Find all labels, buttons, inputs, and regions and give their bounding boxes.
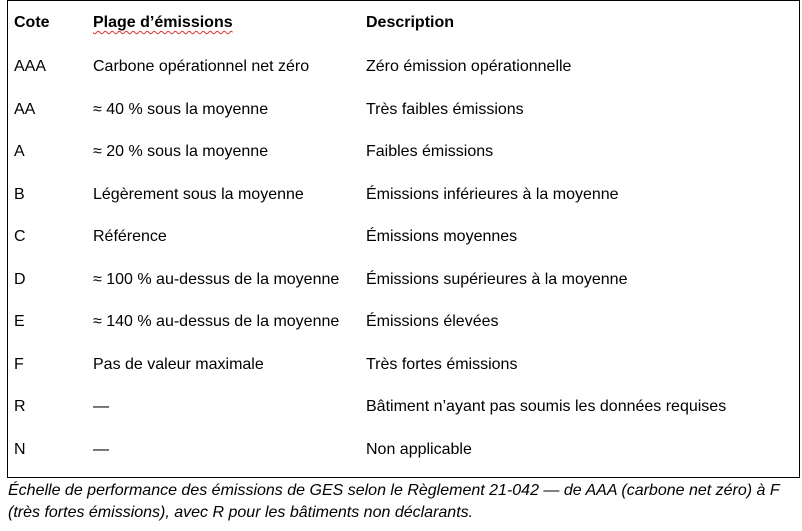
description-cell: Bâtiment n’ayant pas soumis les données requises bbox=[366, 398, 727, 416]
rating-cell: B bbox=[14, 185, 25, 203]
rating-cell: AAA bbox=[14, 58, 47, 76]
header-range-label: Plage d’émissions bbox=[93, 14, 233, 31]
table-row bbox=[14, 344, 786, 387]
table-caption: Échelle de performance des émissions de GES selon le Règlement 21-042 — de AAA (carbone net zéro) à F (très fortes émissions), avec R pour les bâtiments non déclarants. bbox=[8, 482, 780, 521]
table-row bbox=[14, 259, 786, 302]
range-cell: ≈ 100 % au-dessus de la moyenne bbox=[93, 270, 340, 288]
description-cell: Émissions supérieures à la moyenne bbox=[366, 270, 628, 288]
header-description: Description bbox=[366, 14, 455, 31]
range-cell: Carbone opérationnel net zéro bbox=[93, 58, 310, 76]
rating-cell: E bbox=[14, 313, 25, 331]
table-row bbox=[14, 386, 786, 429]
emissions-rating-table bbox=[14, 1, 786, 471]
description-cell: Non applicable bbox=[366, 440, 472, 458]
range-cell: — bbox=[93, 398, 109, 416]
description-cell: Zéro émission opérationnelle bbox=[366, 58, 572, 76]
table-row bbox=[14, 89, 786, 132]
table-row bbox=[14, 131, 786, 174]
header-rating: Cote bbox=[14, 14, 50, 31]
rating-cell: A bbox=[14, 143, 25, 161]
range-cell: Pas de valeur maximale bbox=[93, 355, 264, 373]
header-range bbox=[93, 1, 366, 46]
description-cell: Émissions moyennes bbox=[366, 228, 518, 246]
table-row bbox=[14, 174, 786, 217]
table-row bbox=[14, 429, 786, 472]
rating-cell: R bbox=[14, 398, 26, 416]
description-cell: Très fortes émissions bbox=[366, 355, 518, 373]
emissions-table-frame bbox=[7, 0, 800, 478]
rating-cell: AA bbox=[14, 100, 36, 118]
table-header-row bbox=[14, 1, 786, 46]
range-cell: ≈ 40 % sous la moyenne bbox=[93, 100, 269, 118]
range-cell: ≈ 20 % sous la moyenne bbox=[93, 143, 269, 161]
description-cell: Émissions inférieures à la moyenne bbox=[366, 185, 619, 203]
rating-cell: N bbox=[14, 440, 26, 458]
description-cell: Très faibles émissions bbox=[366, 100, 524, 118]
table-row bbox=[14, 46, 786, 89]
range-cell: Légèrement sous la moyenne bbox=[93, 185, 304, 203]
range-cell: ≈ 140 % au-dessus de la moyenne bbox=[93, 313, 340, 331]
range-cell: Référence bbox=[93, 228, 167, 246]
range-cell: — bbox=[93, 440, 109, 458]
rating-cell: C bbox=[14, 228, 26, 246]
rating-cell: D bbox=[14, 270, 26, 288]
table-row bbox=[14, 216, 786, 259]
description-cell: Émissions élevées bbox=[366, 313, 499, 331]
table-row bbox=[14, 301, 786, 344]
rating-cell: F bbox=[14, 355, 24, 373]
description-cell: Faibles émissions bbox=[366, 143, 494, 161]
